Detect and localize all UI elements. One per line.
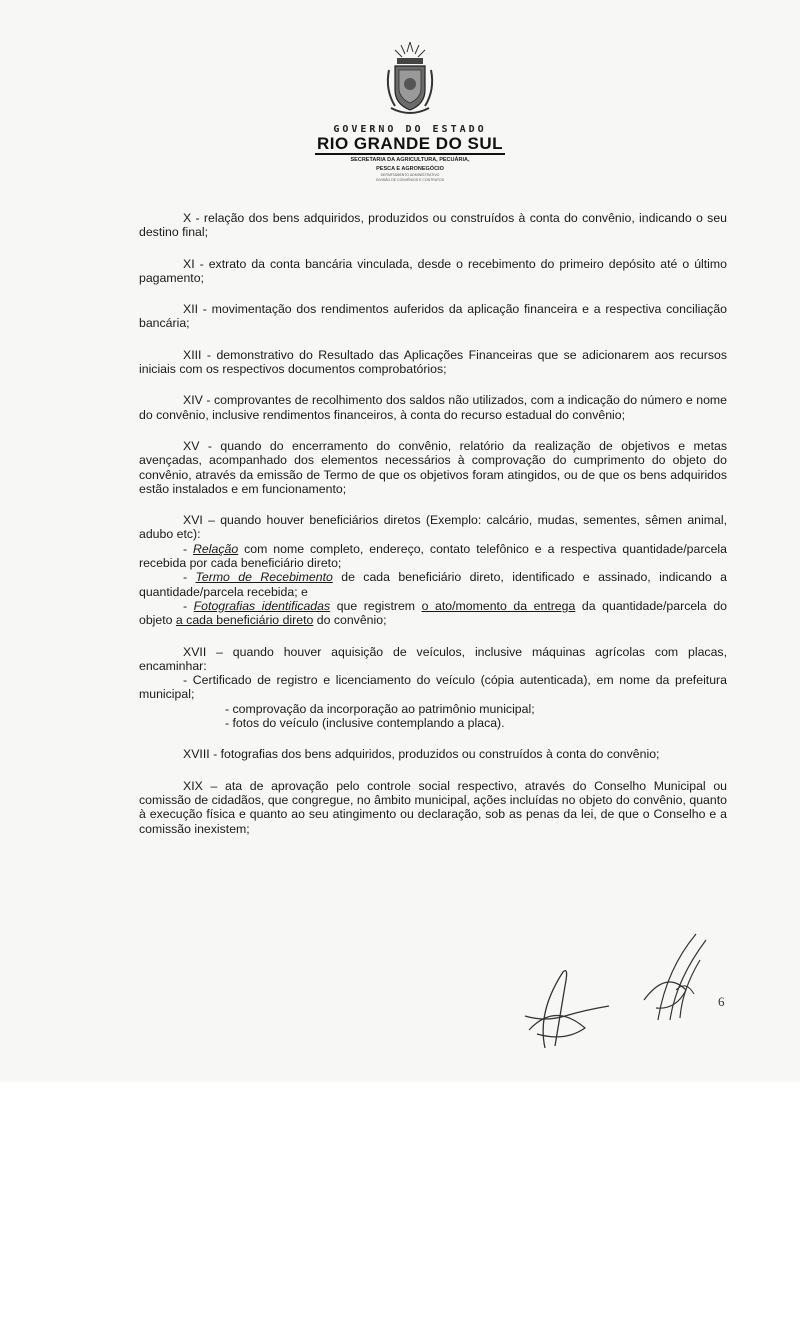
- item-xvii-fotos: - fotos do veículo (inclusive contemplando a placa).: [225, 716, 505, 731]
- item-xi: XI - extrato da conta bancária vinculada, desde o recebimento do primeiro depósito até o último pagamento;: [139, 256, 727, 285]
- government-title: GOVERNO DO ESTADO: [333, 124, 487, 135]
- item-xvii: [139, 645, 727, 731]
- relacao-label: Relação: [193, 541, 239, 556]
- fotos-text-1: que registrem: [330, 598, 422, 613]
- fotos-label: Fotografias identificadas: [193, 598, 331, 613]
- item-xiii: XIII - demonstrativo do Resultado das Aplicações Financeiras que se adicionarem aos recursos iniciais com os respectivos documentos comprobatórios;: [139, 347, 727, 377]
- item-xviii: XVIII - fotografias dos bens adquiridos, produzidos ou construídos à conta do convênio;: [183, 747, 660, 762]
- fotos-text-2: da quantidade/parcela do objeto: [139, 598, 728, 628]
- item-xix: XIX – ata de aprovação pelo controle social respectivo, através do Conselho Municipal ou comissão de cidadãos, que congregue, no âmbito municipal, ações incluídas no objeto do convênio, quanto à execução física e quanto ao seu atingimento ou declaração, sob as penas da lei, de que o Conselho e a comissão inexistem;: [139, 778, 727, 836]
- item-x: X - relação dos bens adquiridos, produzidos ou construídos à conta do convênio, indicando o seu destino final;: [139, 211, 727, 240]
- item-xvi-termo: - Termo de Recebimento de cada beneficiário direto, identificado e assinado, indicando a quantidade/parcela recebida; e: [139, 570, 727, 599]
- termo-label: Termo de Recebimento: [195, 570, 333, 585]
- item-xiv: XIV - comprovantes de recolhimento dos saldos não utilizados, com a indicação do número e nome do convênio, inclusive rendimentos financeiros, à conta do recurso estadual do convênio;: [139, 393, 727, 422]
- item-xvi-intro: XVI – quando houver beneficiários diretos (Exemplo: calcário, mudas, sementes, sêmen animal, adubo etc):: [139, 513, 727, 542]
- item-xvii-intro: XVII – quando houver aquisição de veículos, inclusive máquinas agrícolas com placas, encaminhar:: [139, 644, 727, 673]
- item-xvii-incorporacao: - comprovação da incorporação ao patrimônio municipal;: [225, 701, 535, 716]
- fotos-text-3: do convênio;: [313, 613, 387, 628]
- item-xvi-fotos: - Fotografias identificadas que registrem o ato/momento da entrega da quantidade/parcela do objeto a cada beneficiário direto do convênio;: [139, 598, 728, 628]
- secretariat-line-2: PESCA E AGRONEGÓCIO: [376, 166, 444, 172]
- letterhead: [300, 40, 520, 182]
- fotos-underline-2: a cada beneficiário direto: [175, 613, 314, 628]
- page-number: 6: [718, 994, 725, 1009]
- coat-of-arms-icon: [381, 40, 439, 118]
- signature-1: [515, 962, 611, 1054]
- item-xvi-relacao: - Relação com nome completo, endereço, contato telefônico e a respectiva quantidade/parcela recebida por cada beneficiário direto;: [139, 541, 727, 571]
- item-xvi: [139, 513, 727, 627]
- state-name: RIO GRANDE DO SUL: [316, 134, 504, 153]
- document-body: [139, 211, 727, 853]
- fotos-underline-1: o ato/momento da entrega: [421, 598, 576, 613]
- department-line: DEPARTAMENTO ADMINISTRATIVO: [380, 173, 440, 177]
- termo-text: de cada beneficiário direto, identificado e assinado, indicando a quantidade/parcela recebida; e: [139, 570, 727, 599]
- secretariat-line-1: SECRETARIA DA AGRICULTURA, PECUÁRIA,: [350, 157, 470, 163]
- item-xii: XII - movimentação dos rendimentos auferidos da aplicação financeira e a respectiva conciliação bancária;: [139, 302, 727, 331]
- relacao-text: com nome completo, endereço, contato telefônico e a respectiva quantidade/parcela recebida por cada beneficiário direto;: [139, 541, 727, 571]
- item-xv: XV - quando do encerramento do convênio, relatório da realização de objetivos e metas avençadas, acompanhado dos elementos necessários à comprovação do cumprimento do objeto do convênio, através da emissão de Termo de que os objetivos foram atingidos, ou de que os bens adquiridos estão instalados e em funcionamento;: [139, 438, 727, 496]
- item-xvii-certificado: - Certificado de registro e licenciamento do veículo (cópia autenticada), em nome da prefeitura municipal;: [139, 673, 727, 702]
- signature-2: [636, 930, 714, 1025]
- division-line: DIVISÃO DE CONVÊNIOS E CONTRATOS: [376, 177, 444, 182]
